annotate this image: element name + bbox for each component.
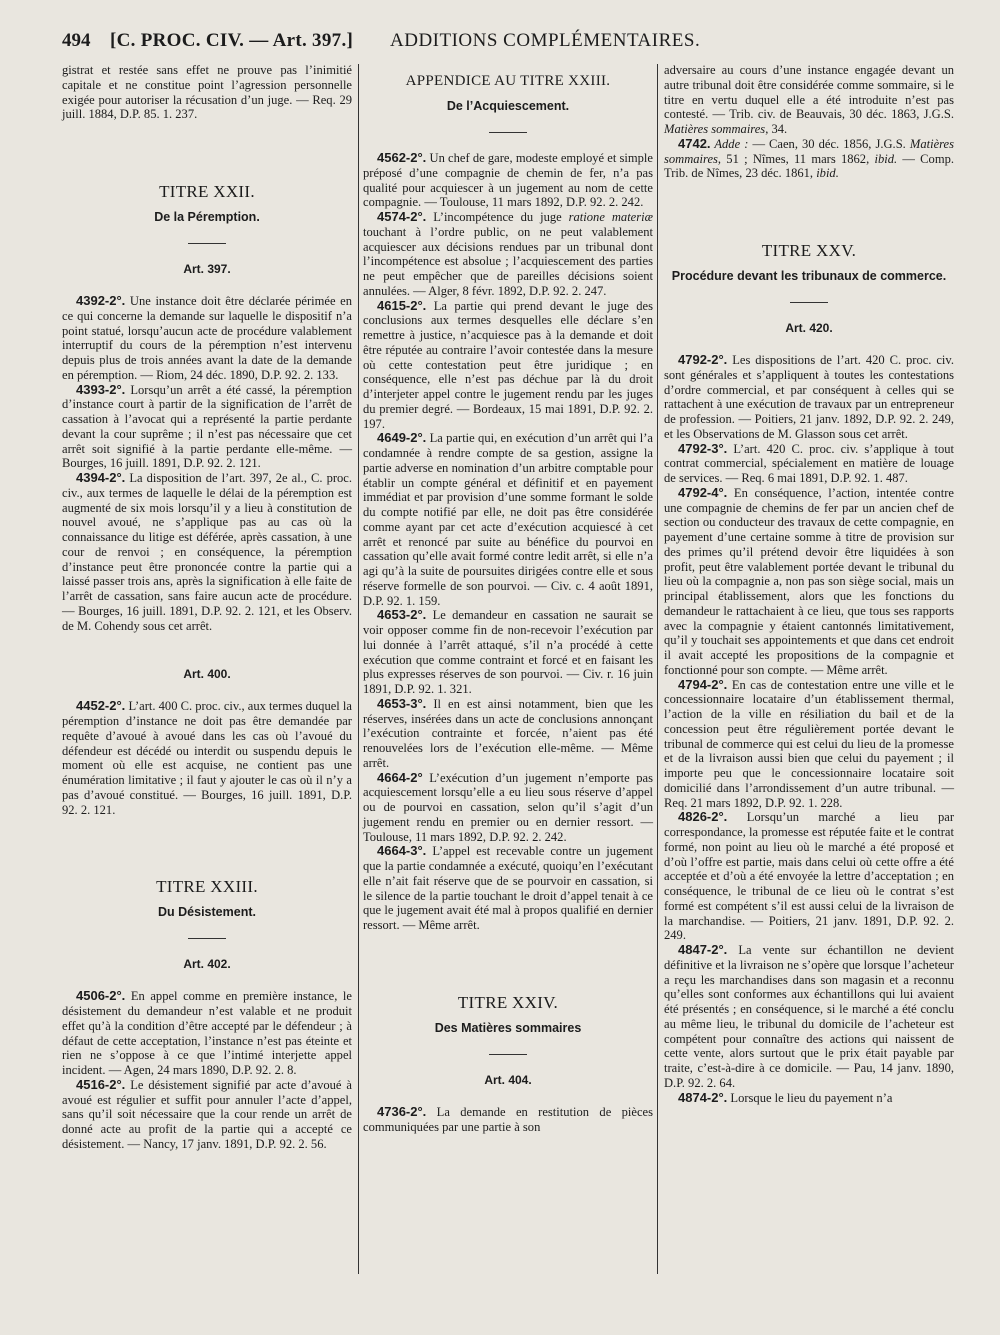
entry-text: L’art. 420 C. proc. civ. s’applique à tout contrat commercial, spécialement en matière de louage de services. — Req. 6 mai 1891, D.P. 92. 1. 487.	[664, 441, 954, 485]
entry-text: Les dispositions de l’art. 420 C. proc. civ. sont générales et s’appliquent à toutes les contestations d’ordre commercial, et par conséquent à celles qui se rattachent à une exécution de travaux par un entrepreneur de profession. — Poitiers, 21 janv. 1892, D.P. 92. 2. 249, et les Observations de M. Glasson sous cet arrêt.	[664, 353, 954, 441]
entry-number: 4874-2°.	[678, 1089, 728, 1105]
entry-4847-2	[664, 943, 954, 1091]
heading-titre-xxiii: TITRE XXIII.	[156, 877, 258, 897]
heading-titre-xxii: TITRE XXII.	[159, 182, 255, 201]
entry-text: La disposition de l’art. 397, 2e al., C. proc. civ., aux termes de laquelle le délai de la péremption est augmenté de six mois lorsqu’il y a lieu à constitution de nouvel avoué, ne s’applique pas au cas où la connaissance du litige est déférée, après cassation, à une cour de renvoi ; en conséquence, la péremption d’instance peut être prononcée contre la partie qui a laissé passer trois ans, après la signification à elle faite de l’arrêt de cassation, sans faire aucun acte de procédure. — Bourges, 16 juill. 1891, D.P. 92. 2. 121, et les Observ. de M. Cohendy sous cet arrêt.	[62, 471, 352, 633]
entry-text: Le demandeur en cassation ne saurait se voir opposer comme fin de non-recevoir l’exécution par lui donnée à l’arrêt attaqué, s’il n’a procédé à cette exécution que comme contraint et forcé et en faisant les plus expresses réserves de son pourvoi. — Civ. r. 16 juin 1891, D.P. 92. 1. 321.	[363, 608, 653, 696]
entry-4574-2	[363, 210, 653, 299]
entry-text: touchant à l’ordre public, on ne peut valablement acquiescer aux décisions rendues par un tribunal dont l’incompétence est absolue ; l’acquiescement des parties ne peut empêcher que de pareilles décisions soient annulées. — Alger, 8 févr. 1892, D.P. 92. 2. 247.	[363, 224, 653, 298]
entry-number: 4394-2°.	[76, 470, 126, 485]
entry-number: 4664-2°	[377, 769, 423, 785]
entry-italic: Matières sommaires	[664, 136, 955, 166]
entry-4506-2	[62, 989, 352, 1078]
heading-article-397: Art. 397.	[183, 262, 231, 276]
entry-4742	[664, 137, 954, 181]
entry-number: 4649-2°.	[377, 430, 427, 446]
entry-number: 4506-2°.	[76, 988, 126, 1004]
entry-number: 4653-2°.	[377, 607, 427, 623]
heading-desistement: Du Désistement.	[158, 905, 256, 920]
paragraph-text: , 34.	[765, 122, 788, 136]
column-left	[62, 63, 352, 1152]
entry-number: 4792-3°.	[678, 440, 728, 456]
heading-titre-xxiv: TITRE XXIV.	[457, 992, 559, 1012]
entry-4664-2	[363, 771, 653, 845]
entry-text: L’appel est recevable contre un jugement que la partie condamnée a exécuté, quoiqu’en l’exécutant elle n’ait fait réserve que de se pourvoir en cassation, si le silence de la partie touchant le droit d’appel tenait à ce que le jugement avait été mal à propos qualifié en dernier ressort. — Même arrêt.	[363, 844, 653, 932]
entry-text: Lorsque le lieu du payement n’a	[727, 1090, 893, 1105]
entry-text: La partie qui, en exécution d’un arrêt qui l’a condamnée à rendre compte de sa gestion, assigne la partie adverse en nomination d’un arbitre comptable pour établir un compte général et définitif et en payement immédiat et par provision d’une somme formant le solde du compte notifié par elle, ne doit pas être considérée comme ayant par cet acte d’exécution acquiescé à cet arrêt et renoncé par suite au bénéfice du pourvoi en cassation qu’elle avait formé contre ledit arrêt, si elle n’a agi qu’à la suite de poursuites dirigées contre elle et sous réserve formelle de son pourvoi. — Civ. c. 4 août 1891, D.P. 92. 1. 159.	[363, 431, 653, 608]
header-code-reference: [C. PROC. CIV. — Art. 397.]	[110, 30, 354, 51]
entry-text: L’exécution d’un jugement n’emporte pas acquiescement lorsqu’elle a eu lieu sous réserve d’appel ou de pourvoi en cassation, selon qu’il s’agit d’un jugement rendu en premier ou en dernier ressort. — Toulouse, 11 mars 1892, D.P. 92. 2. 242.	[363, 770, 653, 844]
entry-4516-2	[62, 1078, 352, 1152]
entry-4452-2	[62, 699, 352, 817]
paragraph-italic: Matières sommaires	[664, 122, 766, 136]
entry-number: 4742.	[678, 135, 711, 151]
heading-appendice: APPENDICE AU TITRE XXIII.	[405, 73, 611, 89]
heading-article-402: Art. 402.	[183, 957, 231, 972]
entry-number: 4392-2°.	[76, 293, 126, 308]
entry-4792-2	[664, 353, 954, 442]
entry-4615-2	[363, 299, 653, 432]
entry-italic: ibid.	[816, 166, 839, 181]
entry-text: La partie qui prend devant le juge des conclusions aux termes desquelles elle déclare s’en remettre à justice, n’acquiesce pas à la demande et doit être réputée au contraire l’avoir contestée dans la mesure où cette contestation peut être juridique ; en conséquence, elle n’est pas déchue par là du droit d’interjeter appel contre le jugement rendu par les juges du premier degré. — Bordeaux, 15 mai 1891, D.P. 92. 2. 197.	[363, 298, 653, 431]
entry-4792-4	[664, 486, 954, 678]
heading-article-420: Art. 420.	[785, 321, 833, 335]
entry-4826-2	[664, 810, 954, 943]
entry-4393-2	[62, 383, 352, 472]
heading-peremption: De la Péremption.	[154, 210, 260, 224]
entry-number: 4615-2°.	[377, 297, 427, 313]
heading-article-400: Art. 400.	[183, 667, 231, 682]
entry-number: 4792-2°.	[678, 352, 728, 367]
entry-number: 4393-2°.	[76, 381, 126, 397]
paragraph-continuation: gistrat et restée sans effet ne prouve pas l’inimitié capitale et ne constitue point l’agression personnelle exigée pour autoriser la récusation d’un juge. — Req. 29 juill. 1884, D.P. 85. 1. 237.	[62, 63, 352, 122]
page-number: 494	[62, 30, 91, 51]
entry-4874-2	[664, 1091, 954, 1106]
entry-text: En cas de contestation entre une ville et le concessionnaire locataire d’un établissement thermal, l’action de la ville en résiliation du bail et de la concession peut être régulièrement portée devant le tribunal de commerce qui est celui du lieu de la promesse et de la livraison aussi bien que celui du payement ; il importe peu que le concessionnaire locataire soit domicilié dans l’arrondissement d’un autre tribunal. — Req. 21 mars 1892, D.P. 92. 1. 228.	[664, 677, 954, 810]
entry-4653-3	[363, 697, 653, 771]
entry-text: Une instance doit être déclarée périmée en ce qui concerne la demande sur laquelle le dispositif n’a point statué, lorsqu’aucun acte de procédure valablement interruptif du cours de la péremption n’est intervenu depuis plus de trois années avant la date de la demande en péremption. — Riom, 24 déc. 1890, D.P. 92. 2. 133.	[62, 294, 352, 382]
entry-text: L’art. 400 C. proc. civ., aux termes duquel la péremption d’instance ne doit pas être demandée par requête d’avoué à avoué dans les cas où l’avoué du défendeur est décédé ou interdit ou suspendu depuis le moment où elle est acquise, ne contient pas une énumération limitative ; il faut y ajouter le cas où il n’y a pas d’avoué constitué. — Bourges, 16 juill. 1891, D.P. 92. 2. 121.	[62, 699, 352, 817]
entry-4792-3	[664, 442, 954, 486]
paragraph-continuation	[664, 63, 954, 137]
entry-4653-2	[363, 608, 653, 697]
entry-text: Il en est ainsi notamment, bien que les réserves, insérées dans un acte de conclusions annonçant l’exécution contrainte et forcée, n’aient pas été renouvelées lors de l’exécution elle-même. — Même arrêt.	[363, 696, 653, 770]
heading-matieres-sommaires: Des Matières sommaires	[434, 1020, 582, 1035]
running-header	[62, 30, 701, 56]
column-divider	[657, 64, 658, 1274]
column-right	[664, 63, 954, 1105]
entry-number: 4826-2°.	[678, 809, 728, 825]
entry-text: Un chef de gare, modeste employé et simple préposé d’une compagnie de chemin de fer, n’a pas qualité pour acquiescer à un jugement au nom de cette compagnie. — Toulouse, 11 mars 1892, D.P. 92. 2. 242.	[363, 151, 653, 210]
heading-titre-xxv: TITRE XXV.	[761, 241, 857, 260]
entry-text: Le désistement signifié par acte d’avoué à avoué est régulier et suffit pour annuler l’acte d’appel, sans qu’il soit nécessaire que la cour rende un arrêt de donné acte au profit de la partie qui a accepté ce désistement. — Nancy, 17 janv. 1891, D.P. 92. 2. 56.	[62, 1077, 352, 1151]
entry-number: 4516-2°.	[76, 1076, 126, 1092]
heading-acquiescement: De l’Acquiescement.	[446, 99, 570, 113]
header-section-title: ADDITIONS COMPLÉMENTAIRES.	[390, 30, 701, 51]
entry-number: 4562-2°.	[377, 150, 427, 165]
paragraph-text: adversaire au cours d’une instance engagée devant un autre tribunal doit être considérée comme sommaire, si le titre en vertu duquel elle a été introduite n’est pas contesté. — Trib. civ. de Beauvais, 30 déc. 1863, J.G.S.	[664, 63, 954, 122]
entry-4794-2	[664, 678, 954, 811]
entry-text: En appel comme en première instance, le désistement du demandeur n’est valable et ne produit effet qu’à la condition d’être accepté par le défendeur ; à défaut de cette acceptation, l’instance n’est pas éteinte et rien ne s’oppose à ce que l’intimé interjette appel incident. — Agen, 24 mars 1890, D.P. 92. 2. 8.	[62, 989, 352, 1077]
entry-4392-2	[62, 294, 352, 383]
entry-number: 4847-2°.	[678, 942, 728, 957]
entry-number: 4736-2°.	[377, 1103, 427, 1119]
column-divider	[358, 64, 359, 1274]
entry-number: 4452-2°.	[76, 698, 126, 714]
entry-text: — Caen, 30 déc. 1856, J.G.S.	[748, 136, 910, 151]
entry-number: 4574-2°.	[377, 209, 427, 224]
entry-text: La demande en restitution de pièces communiquées par une partie à son	[363, 1104, 653, 1134]
heading-article-404: Art. 404.	[484, 1072, 532, 1087]
heading-tribunaux-commerce: Procédure devant les tribunaux de commerce.	[671, 269, 947, 283]
entry-text: — Comp. Trib. de Nîmes, 23 déc. 1861,	[664, 151, 954, 181]
entry-number: 4794-2°.	[678, 676, 728, 692]
entry-italic: ibid.	[874, 151, 898, 166]
entry-4736-2	[363, 1105, 653, 1135]
entry-text: En conséquence, l’action, intentée contre une compagnie de chemins de fer par un ancien chef de section ou conducteur des travaux de cette compagnie, en payement d’une certaine somme à titre de provision sur des primes qu’il prétend devoir être liquidées à son profit, peut être valablement portée devant le tribunal du lieu où la compagnie a, non pas son siège social, mais un principal établissement, alors que les fonctions du demandeur le rattachaient à ce lieu, que tous ses rapports avec la compagnie y étaient cantonnés limitativement, qu’il y touchait ses appointements et que dans cet endroit il avait accepté les propositions de la compagnie et fonctionné pour son compte. — Même arrêt.	[664, 485, 954, 677]
entry-number: 4653-3°.	[377, 695, 427, 711]
entry-text: , 51 ; Nîmes, 11 mars 1862,	[717, 151, 875, 166]
column-middle	[363, 63, 653, 1134]
entry-4394-2	[62, 471, 352, 633]
entry-text: Lorsqu’un marché a lieu par correspondance, la promesse est réputée faite et le contrat formé, non point au lieu où le marché a été proposé et d’où l’offre est partie, mais dans celui où cette offre a été acceptée et d’où a été envoyée la lettre d’acceptation ; en conséquence, le tribunal de ce lieu où le contrat s’est formé est compétent s’il est aussi celui de la livraison de la marchandise. — Poitiers, 21 janv. 1891, D.P. 92. 2. 249.	[664, 810, 954, 943]
entry-number: 4664-3°.	[377, 843, 427, 859]
entry-italic: Adde :	[710, 136, 749, 151]
entry-text: La vente sur échantillon ne devient définitive et la livraison ne s’opère que lorsque l’acheteur a reçu les marchandises dans son magasin et a reconnu qu’elles sont conformes aux échantillons qui lui avaient été présentés ; en conséquence, si le marché a été conclu au même lieu, le tribunal du domicile de l’acheteur est compétent pour connaître des actions qui naissent de cette vente, alors surtout que le prix était payable par traite, c’est-à-dire à ce domicile. — Pau, 14 janv. 1890, D.P. 92. 2. 64.	[664, 943, 954, 1090]
entry-text: L’incompétence du juge	[426, 210, 569, 224]
entry-number: 4792-4°.	[678, 484, 728, 500]
entry-4664-3	[363, 844, 653, 933]
entry-text: Lorsqu’un arrêt a été cassé, la péremption d’instance court à partir de la signification de l’arrêt de cassation à l’avocat qui a représenté la partie perdante devant la cour suprême ; il n’est pas nécessaire que cet arrêt soit signifié à la partie perdante elle-même. — Bourges, 16 juill. 1891, D.P. 92. 2. 121.	[62, 382, 352, 471]
entry-4562-2	[363, 151, 653, 210]
entry-italic: ratione materiæ	[568, 210, 653, 224]
entry-4649-2	[363, 431, 653, 608]
